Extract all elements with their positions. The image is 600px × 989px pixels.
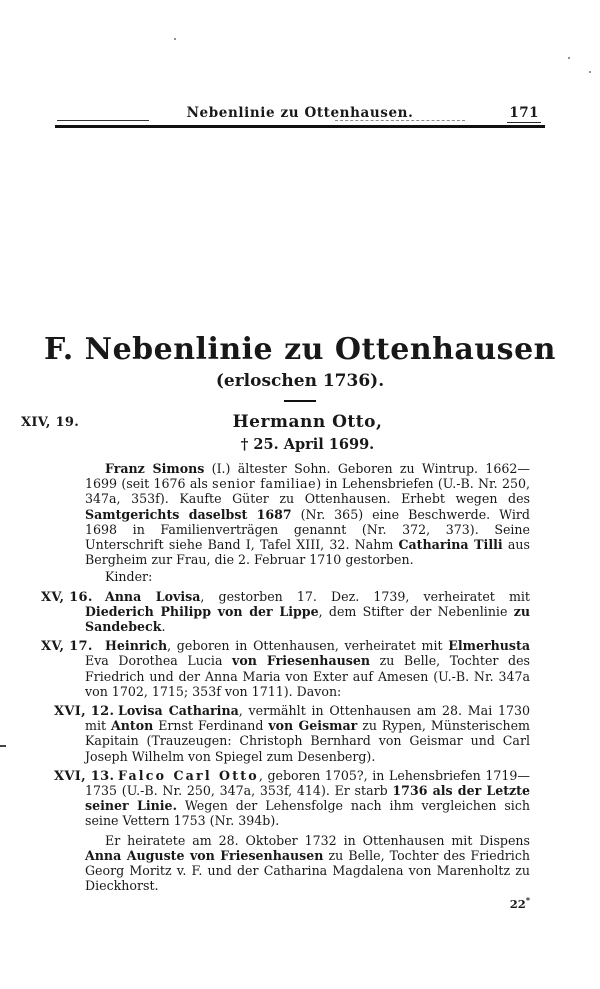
text-segment: , geboren 1705?, in Lehensbriefen 1719—1735 (U.-B. Nr. 250, 347a, 353f, 414). Er starb [85,767,530,799]
text-segment: von Geismar [268,718,358,734]
text-segment: aus Bergheim zur Frau, die 2. Februar 1710 gestorben. [85,537,530,568]
text-segment: , vermählt in Ottenhausen am 28. Mai 1730 mit [85,703,530,734]
body-text [41,461,531,894]
text-segment: , dem Stifter der Nebenlinie [318,603,514,619]
header-rule [55,125,545,128]
scan-speck [174,38,176,40]
margin-label: XV, 16. [41,589,93,605]
paragraph-falco-carl-otto [54,767,531,829]
margin-label: XVI, 13. [54,768,115,784]
paragraph-heinrich [41,638,530,699]
signature-mark: 22* [509,895,530,912]
text-segment: senior familiae [212,476,317,492]
text-segment: Elmerhusta [448,638,530,654]
text-segment: Kinder: [105,569,153,585]
signature-mark-sup: * [525,895,530,906]
text-segment: Anna Lovisa [105,588,201,604]
margin-label: XV, 17. [41,639,93,655]
text-column [21,412,531,912]
text-segment: von Friesenhausen [232,653,371,669]
text-segment: zu Rypen, Münsterischem Kapitain (Trauzeugen: Christoph Bernhard von Geismar und Carl Joseph Wilhelm von Spiegel zum Desenberg). [85,718,530,764]
text-segment: Er heiratete am 28. Oktober 1732 in Ottenhausen mit Dispens [105,832,530,848]
paragraph-kinder [85,569,530,584]
running-title: Nebenlinie zu Ottenhausen. [186,105,414,121]
scan-speck [589,71,591,73]
section-divider [284,400,316,402]
text-segment: Anna Auguste von Friesenhausen [85,847,324,863]
scan-speck [568,57,570,59]
person-name: Hermann Otto, [232,412,383,432]
chapter-title: F. Nebenlinie zu Ottenhausen [44,332,556,367]
text-segment: Heinrich [105,638,168,654]
text-segment: Anton [110,718,154,734]
text-segment: . [161,619,166,635]
scan-edge-mark [0,745,6,747]
text-segment: (I.) ältester Sohn. Geboren zu Wintrup. 1662—1699 (seit 1676 als [85,461,530,492]
text-segment: 1736 als der Letzte seiner Linie. [85,783,531,814]
text-segment: Ernst Ferdinand [153,718,269,734]
text-segment: zu Belle, Tochter des Friedrich Georg Moritz v. F. und der Catharina Magdalena von Marenholtz zu Dieckhorst. [85,847,530,894]
paragraph-franz-simons [85,461,530,567]
text-segment: Samtgerichts daselbst 1687 [85,506,292,522]
text-segment: , gestorben 17. Dez. 1739, verheiratet mit [200,588,530,604]
chapter-subtitle: (erloschen 1736). [215,371,385,391]
text-segment: Wegen der Lehensfolge nach ihm vergleichen sich seine Vettern 1753 (Nr. 394b). [85,798,530,829]
text-segment: , geboren in Ottenhausen, verheiratet mit [167,638,449,654]
paragraph-lovisa-catharina [54,703,530,764]
text-segment: Eva Dorothea Lucia [85,653,233,669]
text-segment: Lovisa Catharina [118,703,239,719]
paragraph-heirat [85,833,530,894]
text-segment: zu Belle, Tochter des Friedrich und der Anna Maria von Exter auf Amesen (U.-B. Nr. 347a von 1702, 1715; 353f von 1711). Davon: [85,653,530,699]
person-dates: † 25. April 1699. [240,436,375,453]
text-segment: Catharina Tilli [398,537,503,553]
text-segment: ) in Lehensbriefen (U.-B. Nr. 250, 347a, 353f). Kaufte Güter zu Ottenhausen. Erhebt wegen des [85,476,530,507]
page-number: 171 [509,105,539,121]
paragraph-anna-lovisa [41,588,531,635]
page-header [57,106,543,122]
margin-label: XIV, 19. [21,415,80,430]
text-segment: zu Sandebeck [85,603,531,635]
person-heading [21,412,530,453]
text-segment: Diederich Philipp von der Lippe [85,603,319,619]
text-segment: Falco Carl Otto [118,767,259,783]
text-segment: Franz Simons [105,461,205,476]
margin-label: XVI, 12. [54,704,115,720]
text-segment: (Nr. 365) eine Beschwerde. Wird 1698 in Familienverträgen genannt (Nr. 372, 373). Seine Unterschrift siehe Band I, Tafel XIII, 32. Nahm [85,506,530,553]
